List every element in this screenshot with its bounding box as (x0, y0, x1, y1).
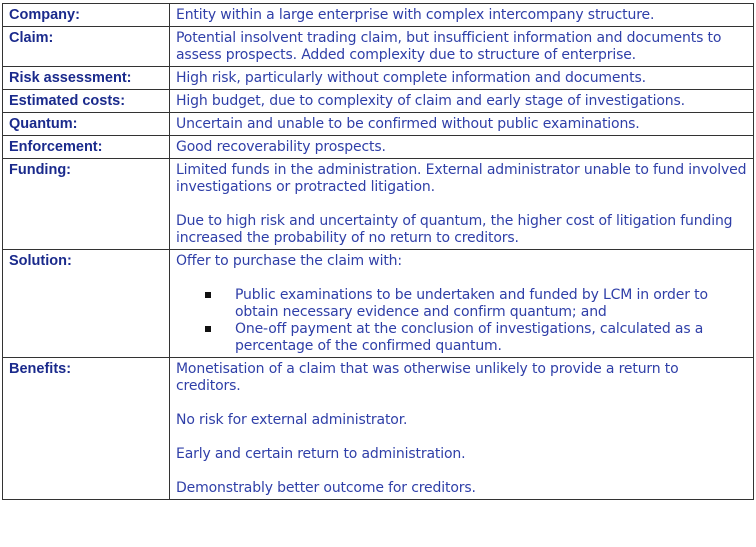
square-bullet-icon (205, 326, 211, 332)
funding-paragraph: Due to high risk and uncertainty of quantum, the higher cost of litigation funding increased the probability of no return to creditors. (176, 213, 733, 246)
case-summary-table (2, 3, 754, 500)
solution-label: Solution: (3, 250, 170, 358)
table-row-estimated-costs (3, 90, 754, 113)
risk-assessment-value: High risk, particularly without complete information and documents. (170, 67, 754, 90)
risk-assessment-label: Risk assessment: (3, 67, 170, 90)
company-label: Company: (3, 4, 170, 27)
table-row-company (3, 4, 754, 27)
list-item (176, 287, 747, 321)
benefits-value (170, 358, 754, 500)
benefits-paragraph: Early and certain return to administration. (176, 446, 466, 462)
table-row-claim (3, 27, 754, 67)
funding-paragraph: Limited funds in the administration. External administrator unable to fund involved investigations or protracted litigation. (176, 162, 747, 195)
quantum-label: Quantum: (3, 113, 170, 136)
table-row-risk-assessment (3, 67, 754, 90)
solution-bullet-text: One-off payment at the conclusion of investigations, calculated as a percentage of the confirmed quantum. (235, 321, 704, 354)
claim-value: Potential insolvent trading claim, but insufficient information and documents to assess prospects. Added complexity due to structure of enterprise. (170, 27, 754, 67)
solution-intro: Offer to purchase the claim with: (176, 253, 402, 269)
benefits-paragraph: No risk for external administrator. (176, 412, 408, 428)
enforcement-label: Enforcement: (3, 136, 170, 159)
estimated-costs-label: Estimated costs: (3, 90, 170, 113)
solution-bullet-list (176, 287, 747, 355)
list-item (176, 321, 747, 355)
quantum-value: Uncertain and unable to be confirmed without public examinations. (170, 113, 754, 136)
benefits-paragraph: Monetisation of a claim that was otherwise unlikely to provide a return to creditors. (176, 361, 679, 394)
table-row-benefits (3, 358, 754, 500)
solution-value (170, 250, 754, 358)
enforcement-value: Good recoverability prospects. (170, 136, 754, 159)
company-value: Entity within a large enterprise with complex intercompany structure. (170, 4, 754, 27)
benefits-paragraph: Demonstrably better outcome for creditors. (176, 480, 476, 496)
table-row-solution (3, 250, 754, 358)
table-row-quantum (3, 113, 754, 136)
claim-label: Claim: (3, 27, 170, 67)
table-row-enforcement (3, 136, 754, 159)
table-row-funding (3, 159, 754, 250)
square-bullet-icon (205, 292, 211, 298)
funding-value (170, 159, 754, 250)
solution-bullet-text: Public examinations to be undertaken and funded by LCM in order to obtain necessary evidence and confirm quantum; and (235, 287, 708, 320)
benefits-label: Benefits: (3, 358, 170, 500)
funding-label: Funding: (3, 159, 170, 250)
estimated-costs-value: High budget, due to complexity of claim and early stage of investigations. (170, 90, 754, 113)
